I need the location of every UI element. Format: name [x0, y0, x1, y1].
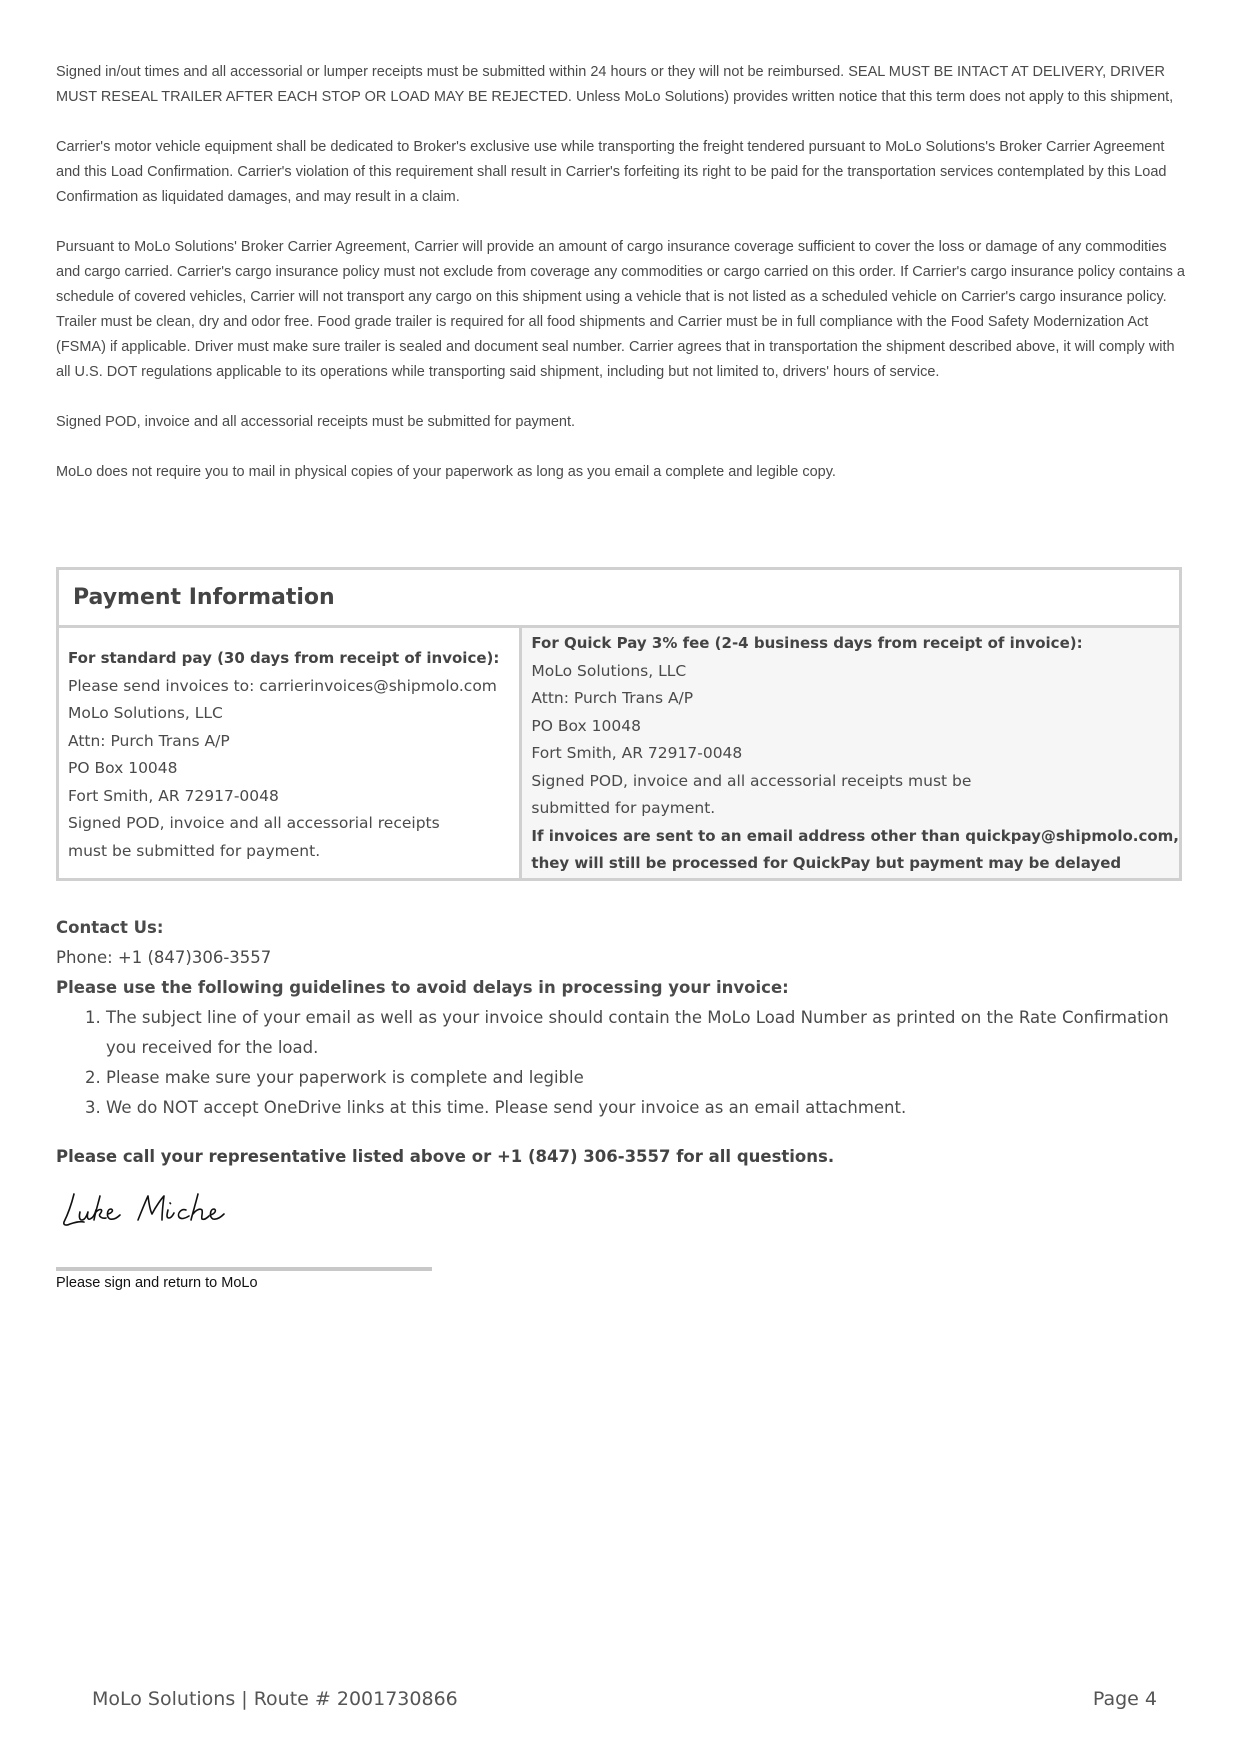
guideline-item: 3. We do NOT accept OneDrive links at this time. Please send your invoice as an email attachment. — [106, 1093, 1186, 1123]
terms-paragraph: Carrier's motor vehicle equipment shall be dedicated to Broker's exclusive use while transporting the freight tendered pursuant to MoLo Solutions's Broker Carrier Agreement and this Load Confirmation. Carrier's violation of this requirement shall result in Carrier's forfeiting its right to be paid for the transportation services contemplated by this Load Confirmation as liquidated damages, and may result in a claim. — [56, 139, 1167, 205]
signature-image — [60, 1188, 260, 1232]
footer-route: MoLo Solutions | Route # 2001730866 — [92, 1688, 458, 1710]
call-note: Please call your representative listed above or +1 (847) 306-3557 for all questions. — [56, 1147, 835, 1166]
contact-phone: Phone: +1 (847)306-3557 — [56, 948, 272, 967]
footer-page-number: Page 4 — [1092, 1688, 1157, 1710]
terms-paragraph: Signed in/out times and all accessorial or lumper receipts must be submitted within 24 hours or they will not be reimbursed. SEAL MUST BE INTACT AT DELIVERY, DRIVER MUST RESEAL TRAILER AFTER EACH STOP OR LOAD MAY BE REJECTED. Unless MoLo Solutions) provides written notice that this term does not apply to this shipment, — [56, 64, 1174, 105]
standard-pay-column — [59, 628, 522, 878]
quickpay-line: Signed POD, invoice and all accessorial receipts must be — [531, 771, 972, 790]
guidelines-list — [56, 1003, 1186, 1123]
standard-pay-line: Signed POD, invoice and all accessorial receipts — [68, 814, 440, 832]
standard-pay-line: Fort Smith, AR 72917-0048 — [68, 786, 279, 805]
quickpay-line: MoLo Solutions, LLC — [531, 661, 687, 680]
terms-section — [56, 60, 1186, 510]
quickpay-line: Fort Smith, AR 72917-0048 — [531, 744, 743, 762]
signature-caption: Please sign and return to MoLo — [56, 1275, 258, 1291]
standard-pay-heading: For standard pay (30 days from receipt of invoice): — [68, 649, 500, 667]
guidelines-heading: Please use the following guidelines to avoid delays in processing your invoice: — [56, 978, 789, 997]
standard-pay-line: Attn: Purch Trans A/P — [68, 731, 230, 750]
standard-pay-line: Please send invoices to: carrierinvoices@shipmolo.com — [68, 676, 497, 695]
signature-line — [56, 1267, 432, 1271]
quickpay-line: Attn: Purch Trans A/P — [531, 689, 694, 707]
standard-pay-line: MoLo Solutions, LLC — [68, 704, 223, 722]
payment-information-box — [56, 567, 1182, 881]
quickpay-note: If invoices are sent to an email address other than quickpay@shipmolo.com, — [531, 826, 1179, 845]
terms-paragraph: Pursuant to MoLo Solutions' Broker Carrier Agreement, Carrier will provide an amount of cargo insurance coverage sufficient to cover the loss or damage of any commodities and cargo carried. Carrier's cargo insurance policy must not exclude from coverage any commodities or cargo carried on this order. If Carrier's cargo insurance policy contains a schedule of covered vehicles, Carrier will not transport any cargo on this shipment using a vehicle that is not listed as a scheduled vehicle on Carrier's cargo insurance policy. Trailer must be clean, dry and odor free. Food grade trailer is required for all food shipments and Carrier must be in full compliance with the Food Safety Modernization Act (FSMA) if applicable. Driver must make sure trailer is sealed and document seal number. Carrier agrees that in transportation the shipment described above, it will comply with all U.S. DOT regulations applicable to its operations while transporting said shipment, including but not limited to, drivers' hours of service. — [56, 239, 1185, 380]
guideline-item: 1. The subject line of your email as well as your invoice should contain the MoLo Load Number as printed on the Rate Confirmation you received for the load. — [106, 1003, 1186, 1063]
contact-section — [56, 913, 1186, 1123]
payment-information-title: Payment Information — [59, 570, 1179, 628]
quickpay-line: PO Box 10048 — [531, 716, 641, 735]
guideline-item: 2. Please make sure your paperwork is complete and legible — [106, 1063, 1186, 1093]
quickpay-line: submitted for payment. — [531, 799, 716, 817]
quickpay-heading: For Quick Pay 3% fee (2-4 business days from receipt of invoice): — [531, 634, 1083, 652]
standard-pay-line: must be submitted for payment. — [68, 841, 321, 860]
standard-pay-line: PO Box 10048 — [68, 759, 178, 777]
terms-paragraph: Signed POD, invoice and all accessorial receipts must be submitted for payment. — [56, 414, 576, 430]
quickpay-column — [522, 628, 1179, 878]
contact-heading: Contact Us: — [56, 918, 164, 937]
terms-paragraph: MoLo does not require you to mail in physical copies of your paperwork as long as you email a complete and legible copy. — [56, 464, 836, 480]
quickpay-note: they will still be processed for QuickPay but payment may be delayed — [531, 854, 1122, 872]
